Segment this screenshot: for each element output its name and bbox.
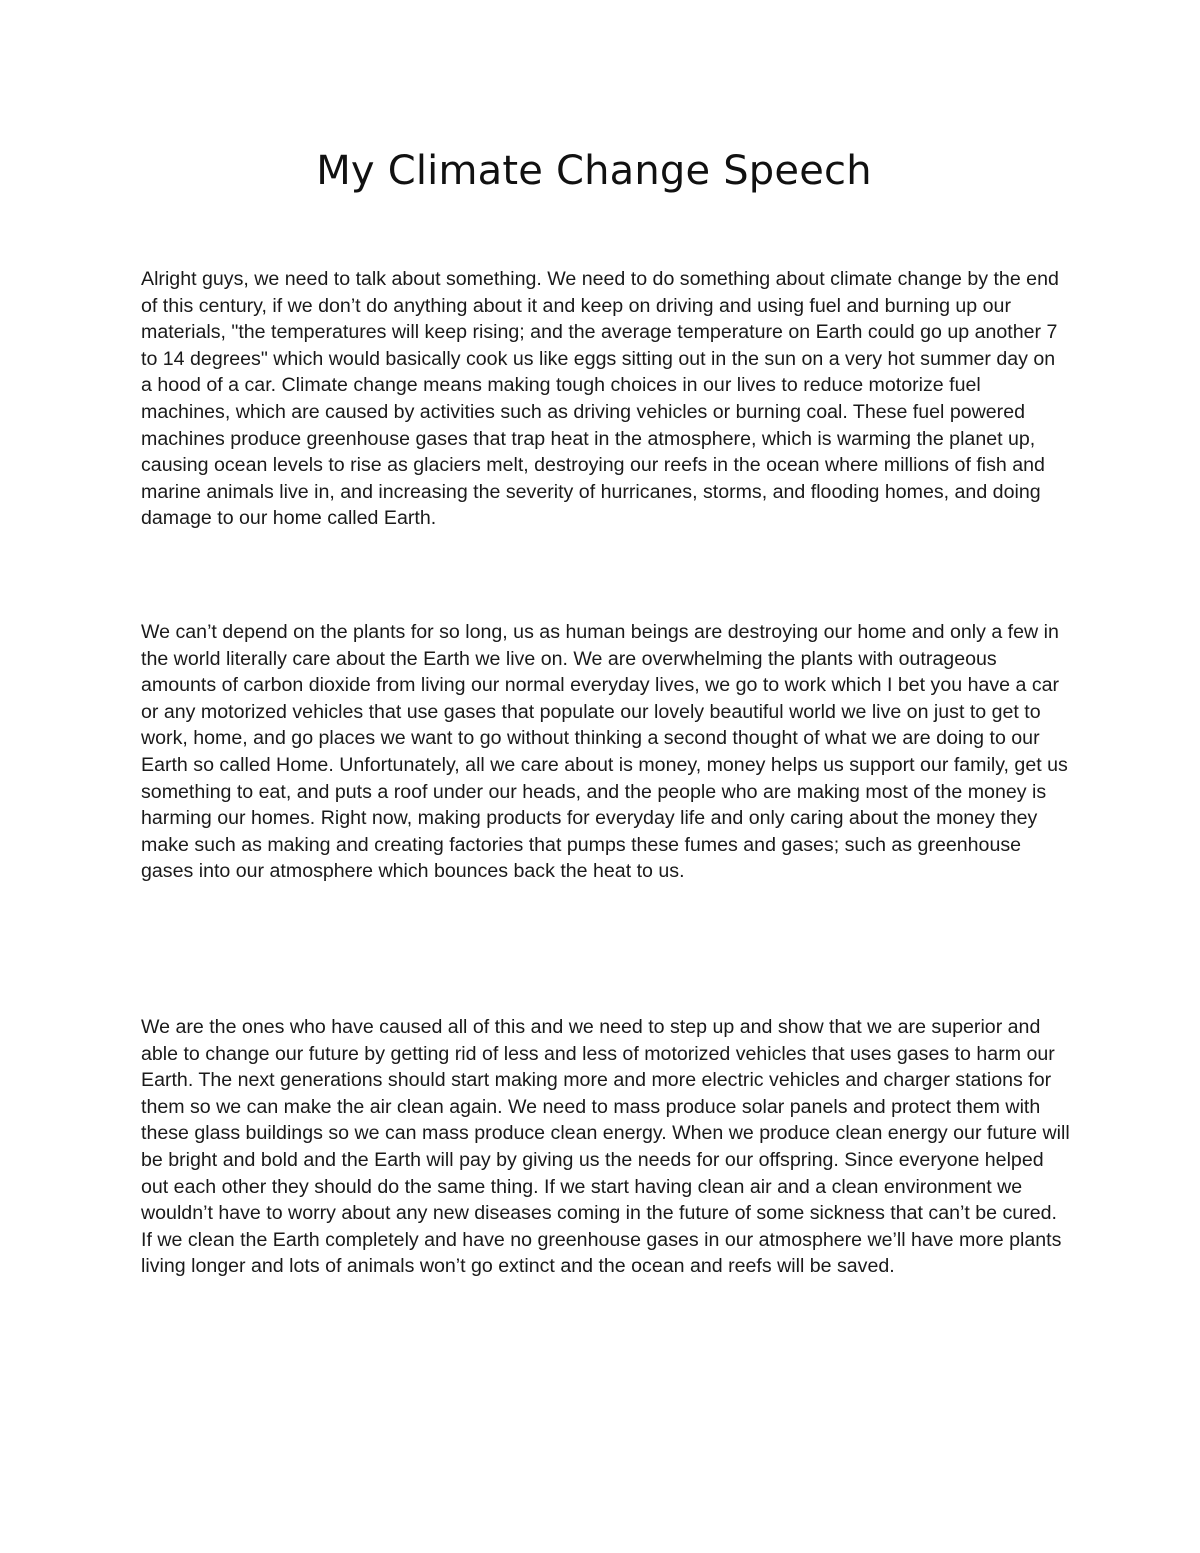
paragraph-2: We can’t depend on the plants for so long, us as human beings are destroying our home and only a few in the world literally care about the Earth we live on. We are overwhelming the plants with outrageous amounts of carbon dioxide from living our normal everyday lives, we go to work which I bet you have a car or any motorized vehicles that use gases that populate our lovely beautiful world we live on just to get to work, home, and go places we want to go without thinking a second thought of what we are doing to our Earth so called Home. Unfortunately, all we care about is money, money helps us support our family, get us something to eat, and puts a roof under our heads, and the people who are making most of the money is harming our homes. Right now, making products for everyday life and only caring about the money they make such as making and creating factories that pumps these fumes and gases; such as greenhouse gases into our atmosphere which bounces back the heat to us. [141,621,1068,883]
paragraph-1: Alright guys, we need to talk about something. We need to do something about climate change by the end of this century, if we don’t do anything about it and keep on driving and using fuel and burning up our materials, "the temperatures will keep rising; and the average temperature on Earth could go up another 7 to 14 degrees" which would basically cook us like eggs sitting out in the sun on a very hot summer day on a hood of a car. Climate change means making tough choices in our lives to reduce motorize fuel machines, which are caused by activities such as driving vehicles or burning coal. These fuel powered machines produce greenhouse gases that trap heat in the atmosphere, which is warming the planet up, causing ocean levels to rise as glaciers melt, destroying our reefs in the ocean where millions of fish and marine animals live in, and increasing the severity of hurricanes, storms, and flooding homes, and doing damage to our home called Earth. [141,268,1059,530]
paragraph-3: We are the ones who have caused all of this and we need to step up and show that we are superior and able to change our future by getting rid of less and less of motorized vehicles that uses gases to harm our Earth. The next generations should start making more and more electric vehicles and charger stations for them so we can make the air clean again. We need to mass produce solar panels and protect them with these glass buildings so we can mass produce clean energy. When we produce clean energy our future will be bright and bold and the Earth will pay by giving us the needs for our offspring. Since everyone helped out each other they should do the same thing. If we start having clean air and a clean environment we wouldn’t have to worry about any new diseases coming in the future of some sickness that can’t be cured. If we clean the Earth completely and have no greenhouse gases in our atmosphere we’ll have more plants living longer and lots of animals won’t go extinct and the ocean and reefs will be saved. [141,1016,1070,1278]
document-title: My Climate Change Speech [316,148,872,194]
